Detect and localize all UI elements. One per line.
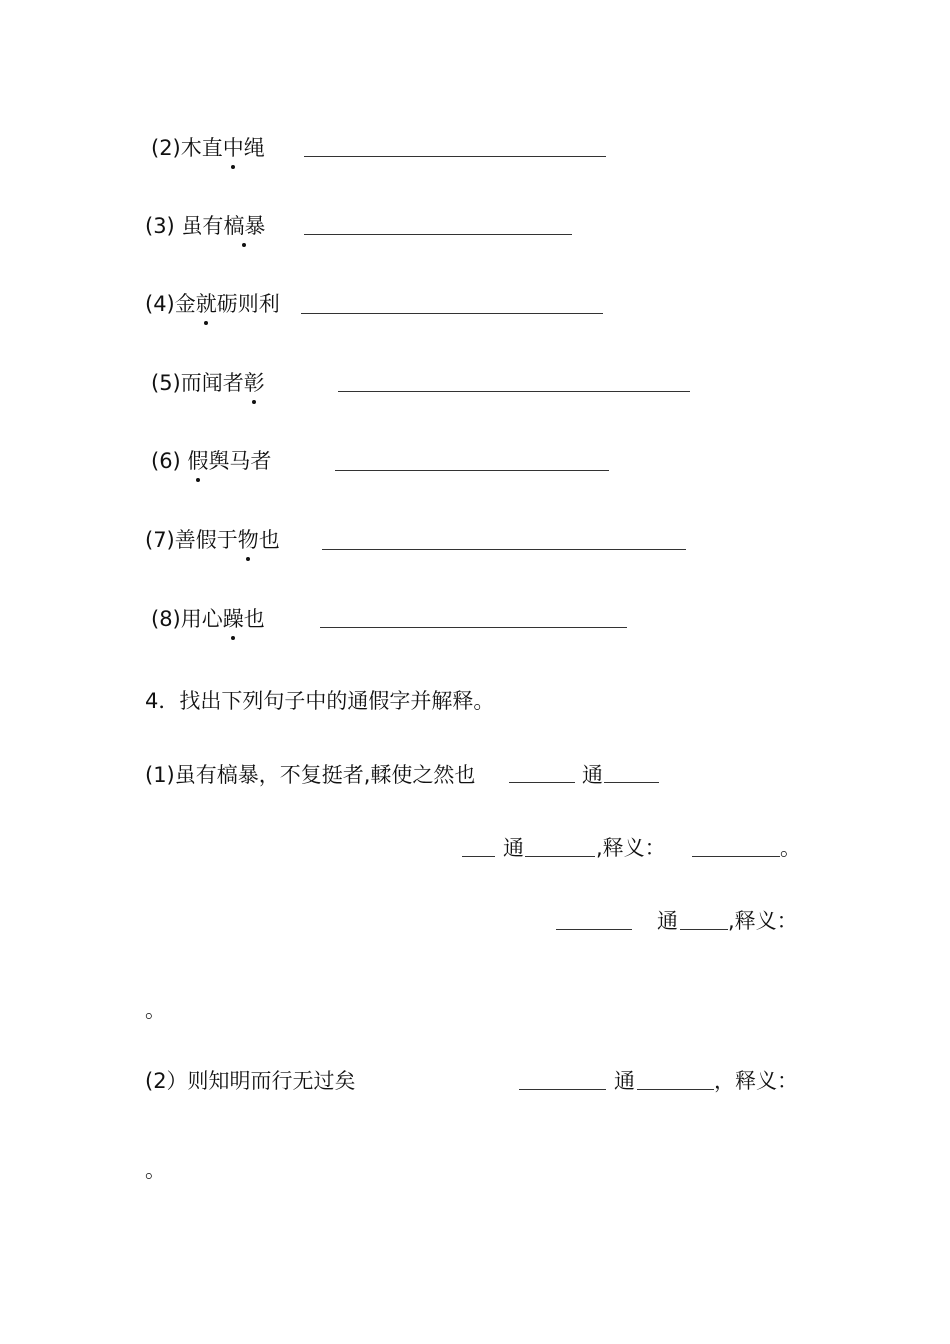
item-label: (7)	[145, 528, 175, 552]
item-text: 善假于	[174, 528, 238, 552]
item-label: (6)	[151, 449, 181, 473]
answer-blank[interactable]	[301, 313, 603, 314]
item-text: 用心	[180, 607, 223, 631]
answer-blank[interactable]	[338, 391, 690, 392]
item-text: 也	[258, 528, 280, 552]
answer-blank[interactable]	[525, 856, 595, 857]
answer-blank[interactable]	[637, 1089, 714, 1090]
answer-blank[interactable]	[680, 929, 728, 930]
shiyi-label: ,释义：	[596, 836, 666, 860]
dotted-char: 中	[222, 136, 244, 160]
item-text: 砺则利	[216, 292, 280, 316]
answer-blank[interactable]	[304, 234, 572, 235]
question-4-heading: 4．找出下列句子中的通假字并解释。	[145, 689, 495, 713]
item-text: 木直	[180, 136, 223, 160]
tong-label: 通	[582, 763, 603, 787]
item-label: (2)	[151, 136, 181, 160]
item-text: 也	[243, 607, 265, 631]
sentence-1: (1)虽有槁暴，不复挺者,輮使之然也	[145, 763, 476, 787]
answer-blank[interactable]	[692, 856, 780, 857]
item-5	[151, 370, 265, 396]
period: 。	[780, 836, 801, 860]
item-6	[151, 448, 271, 474]
item-7	[145, 527, 280, 553]
dotted-char: 彰	[243, 371, 265, 395]
item-text: 而闻者	[180, 371, 244, 395]
answer-blank[interactable]	[509, 782, 575, 783]
tong-label: 通	[657, 909, 678, 933]
item-2	[151, 135, 265, 161]
dotted-char: 假	[187, 449, 209, 473]
dotted-char: 就	[195, 292, 217, 316]
period: 。	[145, 1158, 166, 1182]
item-label: (5)	[151, 371, 181, 395]
answer-blank[interactable]	[462, 856, 495, 857]
answer-blank[interactable]	[322, 549, 686, 550]
item-4	[145, 291, 280, 317]
answer-blank[interactable]	[320, 627, 627, 628]
dotted-char: 槁暴	[223, 214, 266, 238]
item-label: (8)	[151, 607, 181, 631]
item-label: (4)	[145, 292, 175, 316]
answer-blank[interactable]	[604, 782, 659, 783]
answer-blank[interactable]	[304, 156, 606, 157]
answer-blank[interactable]	[556, 929, 632, 930]
dotted-char: 躁	[222, 607, 244, 631]
shiyi-label: ，释义：	[714, 1069, 798, 1093]
item-8	[151, 606, 265, 632]
tong-label: 通	[614, 1069, 635, 1093]
answer-blank[interactable]	[335, 470, 609, 471]
item-label: (3)	[145, 214, 175, 238]
period: 。	[145, 998, 166, 1022]
dotted-char: 物	[237, 528, 259, 552]
item-text: 金	[174, 292, 196, 316]
item-text: 虽有	[181, 214, 224, 238]
sentence-2: (2）则知明而行无过矣	[145, 1069, 356, 1093]
tong-label: 通	[503, 836, 524, 860]
item-3	[145, 213, 265, 239]
shiyi-label: ,释义：	[728, 909, 798, 933]
item-text: 舆马者	[208, 449, 272, 473]
answer-blank[interactable]	[519, 1089, 606, 1090]
item-text: 绳	[243, 136, 265, 160]
